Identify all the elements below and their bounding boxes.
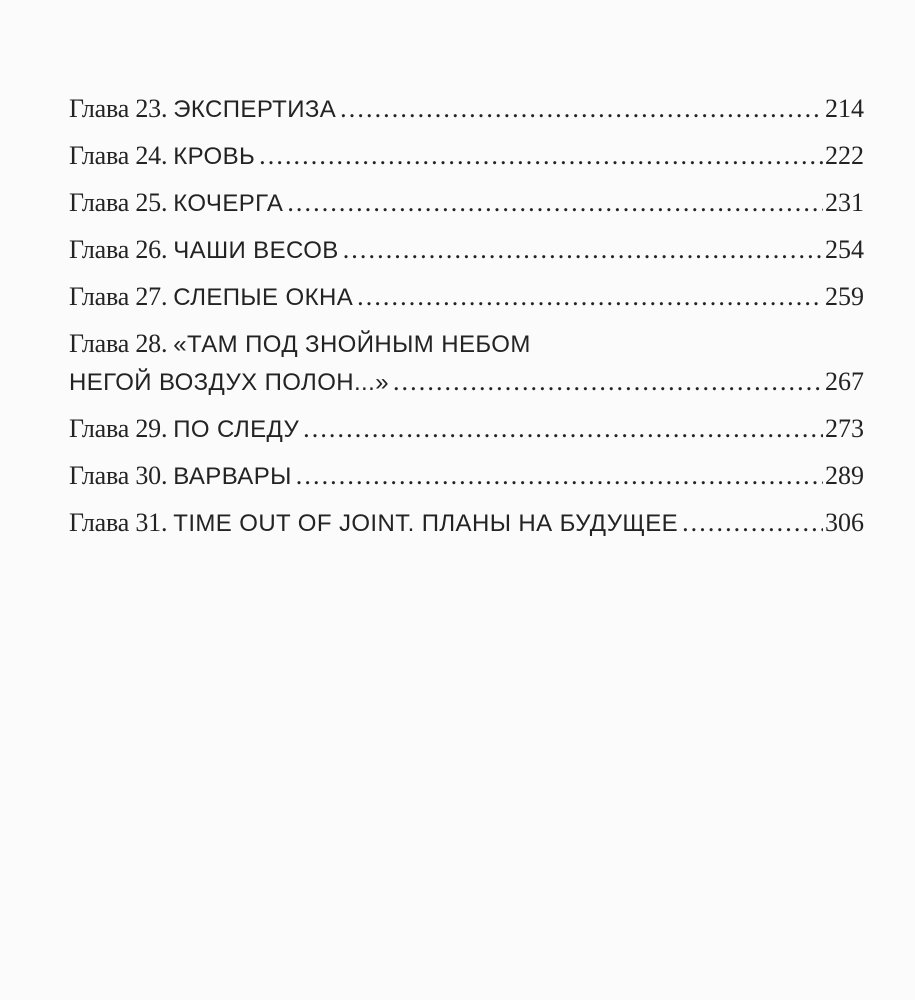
toc-line (69, 231, 864, 269)
toc-line (69, 184, 864, 222)
toc-line (69, 278, 864, 316)
toc-entry-chapter-24 (69, 137, 864, 175)
dot-leader (296, 457, 823, 495)
toc-line (69, 457, 864, 495)
toc-line (69, 410, 864, 448)
dot-leader (682, 504, 823, 542)
chapter-title: КРОВЬ (173, 143, 256, 170)
chapter-title: ЧАШИ ВЕСОВ (173, 237, 339, 264)
chapter-number: Глава 31. (69, 508, 168, 537)
page-number: 231 (825, 188, 864, 217)
chapter-title: TIME OUT OF JOINT. ПЛАНЫ НА БУДУЩЕЕ (173, 510, 679, 537)
toc-line (69, 325, 864, 363)
chapter-title: ВАРВАРЫ (173, 463, 292, 490)
dot-leader (303, 410, 823, 448)
toc-entry-chapter-23 (69, 90, 864, 128)
chapter-number: Глава 29. (69, 414, 168, 443)
chapter-number: Глава 27. (69, 282, 168, 311)
chapter-number: Глава 24. (69, 141, 168, 170)
dot-leader (343, 231, 823, 269)
chapter-title: ЭКСПЕРТИЗА (173, 96, 337, 123)
page-number: 273 (825, 414, 864, 443)
table-of-contents (69, 90, 864, 542)
page-number: 289 (825, 461, 864, 490)
dot-leader (393, 363, 823, 401)
toc-entry-chapter-29 (69, 410, 864, 448)
chapter-title: ПО СЛЕДУ (173, 416, 300, 443)
page-number: 267 (825, 367, 864, 396)
toc-entry-chapter-30 (69, 457, 864, 495)
toc-line (69, 90, 864, 128)
toc-line (69, 137, 864, 175)
chapter-number: Глава 26. (69, 235, 168, 264)
chapter-number: Глава 23. (69, 94, 168, 123)
page-number: 306 (825, 508, 864, 537)
page-number: 222 (825, 141, 864, 170)
chapter-number: Глава 25. (69, 188, 168, 217)
toc-line-continuation (69, 363, 864, 401)
page-number: 259 (825, 282, 864, 311)
chapter-title-continuation: НЕГОЙ ВОЗДУХ ПОЛОН...» (69, 369, 389, 396)
chapter-title: СЛЕПЫЕ ОКНА (173, 284, 354, 311)
chapter-title: «ТАМ ПОД ЗНОЙНЫМ НЕБОМ (173, 331, 531, 358)
dot-leader (287, 184, 823, 222)
toc-entry-chapter-26 (69, 231, 864, 269)
chapter-number: Глава 28. (69, 329, 168, 358)
page-number: 254 (825, 235, 864, 264)
dot-leader (259, 137, 823, 175)
page-number: 214 (825, 94, 864, 123)
toc-entry-chapter-28 (69, 325, 864, 401)
dot-leader (357, 278, 823, 316)
toc-line (69, 504, 864, 542)
chapter-number: Глава 30. (69, 461, 168, 490)
toc-entry-chapter-27 (69, 278, 864, 316)
toc-entry-chapter-25 (69, 184, 864, 222)
toc-entry-chapter-31 (69, 504, 864, 542)
chapter-title: КОЧЕРГА (173, 190, 284, 217)
dot-leader (340, 90, 823, 128)
